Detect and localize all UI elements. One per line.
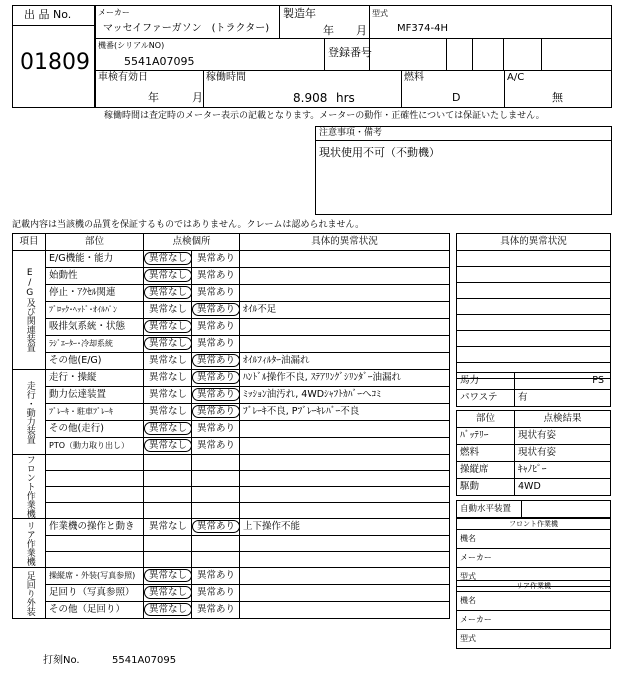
rear-implement-table [456, 580, 611, 649]
check-result-row [457, 479, 611, 496]
part-cell: その他(走行) [46, 421, 144, 438]
group-label-text: 足回り外装 [24, 570, 35, 616]
inspection-row [13, 336, 450, 353]
normal-mark: 異常なし [144, 439, 192, 452]
inspection-row [13, 471, 450, 487]
check-abnormal-cell [192, 602, 240, 619]
check-normal-cell [144, 251, 192, 268]
inspection-row [13, 487, 450, 503]
detail-cell [240, 602, 450, 619]
check-abnormal-cell [192, 487, 240, 503]
auto-level-table [456, 500, 611, 518]
inspection-label: 車検有効日 [98, 72, 148, 83]
remarks-text: 現状使用不可（不動機） [319, 146, 440, 159]
group-label [13, 455, 46, 519]
right-detail-row [457, 315, 611, 331]
detail-cell [240, 268, 450, 285]
group-label [13, 370, 46, 455]
maker-label: メーカー [98, 8, 130, 17]
check-normal-cell [144, 404, 192, 421]
group-label [13, 568, 46, 619]
inspection-row [13, 370, 450, 387]
part-cell: PTO（動力取り出し） [46, 438, 144, 455]
abnormal-mark: 異常あり [197, 321, 236, 332]
part-cell [46, 455, 144, 471]
check-result: 現状有姿 [515, 428, 611, 445]
check-abnormal-cell [192, 251, 240, 268]
part-cell: 動力伝達装置 [46, 387, 144, 404]
group-label-text: フロント作業機 [24, 455, 35, 518]
check-abnormal-cell [192, 552, 240, 568]
check-normal-cell [144, 536, 192, 552]
abnormal-mark: 異常あり [197, 587, 236, 598]
inspection-row [13, 438, 450, 455]
front-implement-table [456, 518, 611, 587]
year-unit: 年 月 [323, 24, 367, 37]
inspection-row [13, 421, 450, 438]
part-cell [46, 536, 144, 552]
detail-cell [240, 487, 450, 503]
check-result-row [457, 462, 611, 479]
abnormal-mark: 異常あり [192, 405, 240, 418]
abnormal-mark: 異常あり [197, 270, 236, 281]
result-header: 点検結果 [515, 411, 611, 428]
check-result-table [456, 410, 611, 496]
check-normal-cell [144, 602, 192, 619]
detail-cell: ﾐｯｼｮﾝ油汚れ, 4WDｼｬﾌﾄｶﾊﾞｰへｺﾐ [240, 387, 450, 404]
lot-number-label: 出 品 No. [24, 8, 72, 21]
auto-level-label: 自動水平装置 [457, 501, 522, 518]
ac-value: 無 [552, 91, 563, 104]
abnormal-mark: 異常あり [192, 354, 240, 367]
check-result: 4WD [515, 479, 611, 496]
inspection-table [12, 233, 450, 619]
detail-cell [240, 471, 450, 487]
inspection-row [13, 404, 450, 421]
hours-note: 稼働時間は査定時のメーター表示の記載となります。メーターの動作・正確性については保証いたしません。 [104, 111, 545, 121]
check-abnormal-cell [192, 387, 240, 404]
detail-cell [240, 336, 450, 353]
power-value: PS [515, 373, 611, 390]
check-normal-cell [144, 519, 192, 536]
check-abnormal-cell [192, 302, 240, 319]
front-maker-label: メーカー [457, 549, 611, 568]
check-part: 燃料 [457, 445, 515, 462]
abnormal-mark: 異常あり [192, 388, 240, 401]
rear-model-label: 型式 [457, 630, 611, 649]
check-abnormal-cell [192, 568, 240, 585]
part-cell: 始動性 [46, 268, 144, 285]
normal-mark: 異常なし [144, 603, 192, 616]
steering-label: パワステ [457, 390, 515, 407]
stamp-label: 打刻No. [43, 655, 80, 666]
detail-cell [240, 251, 450, 268]
detail-cell: ﾌﾞﾚｰｷ不良, Pﾌﾞﾚｰｷﾚﾊﾞｰ不良 [240, 404, 450, 421]
inspection-row [13, 268, 450, 285]
normal-mark: 異常なし [149, 389, 188, 400]
abnormal-mark: 異常あり [197, 287, 236, 298]
inspection-row [13, 585, 450, 602]
inspection-row [13, 353, 450, 370]
detail-cell [240, 568, 450, 585]
fuel-value: D [452, 91, 461, 104]
maker-value: マッセイファーガソン (トラクター) [103, 23, 270, 34]
part-cell: ﾌﾞﾚｰｷ・駐車ﾌﾞﾚｰｷ [46, 404, 144, 421]
inspection-row [13, 568, 450, 585]
auto-level-value [522, 501, 611, 518]
inspection-row [13, 387, 450, 404]
abnormal-mark: 異常あり [197, 570, 236, 581]
front-implement-header: フロント作業機 [457, 519, 611, 530]
right-detail-header: 具体的異常状況 [457, 234, 611, 251]
header-check: 点検個所 [144, 234, 240, 251]
detail-cell [240, 503, 450, 519]
inspection-unit: 年 月 [148, 91, 203, 104]
header-item: 項目 [13, 234, 46, 251]
steering-value: 有 [515, 390, 611, 407]
check-normal-cell [144, 455, 192, 471]
header-part: 部位 [46, 234, 144, 251]
check-abnormal-cell [192, 336, 240, 353]
check-abnormal-cell [192, 268, 240, 285]
check-normal-cell [144, 319, 192, 336]
detail-cell: ﾊﾝﾄﾞﾙ操作不良, ｽﾃｱﾘﾝｸﾞｼﾘﾝﾀﾞｰ油漏れ [240, 370, 450, 387]
normal-mark: 異常なし [144, 269, 192, 282]
part-cell [46, 552, 144, 568]
group-label [13, 519, 46, 568]
part-cell: 作業機の操作と動き [46, 519, 144, 536]
right-detail-row [457, 347, 611, 363]
inspection-row [13, 285, 450, 302]
check-normal-cell [144, 471, 192, 487]
normal-mark: 異常なし [149, 372, 188, 383]
part-cell: その他（足回り） [46, 602, 144, 619]
normal-mark: 異常なし [144, 586, 192, 599]
group-label-text: リア作業機 [24, 520, 35, 566]
check-normal-cell [144, 285, 192, 302]
part-cell: E/G機能・能力 [46, 251, 144, 268]
abnormal-mark: 異常あり [192, 303, 240, 316]
right-detail-row [457, 283, 611, 299]
check-part: ﾊﾞｯﾃﾘｰ [457, 428, 515, 445]
detail-cell [240, 552, 450, 568]
power-label: 馬力 [457, 373, 515, 390]
hours-unit: hrs [336, 91, 355, 105]
check-normal-cell [144, 387, 192, 404]
check-abnormal-cell [192, 353, 240, 370]
inspection-row [13, 552, 450, 568]
group-label-text: 走行・動力装置 [24, 380, 35, 444]
normal-mark: 異常なし [144, 422, 192, 435]
detail-cell [240, 536, 450, 552]
normal-mark: 異常なし [149, 304, 188, 315]
part-cell: ﾌﾞﾛｯｸ･ﾍｯﾄﾞ･ｵｲﾙﾊﾟﾝ [46, 302, 144, 319]
abnormal-mark: 異常あり [192, 371, 240, 384]
check-normal-cell [144, 568, 192, 585]
check-normal-cell [144, 552, 192, 568]
serial-value: 5541A07095 [124, 55, 195, 68]
check-abnormal-cell [192, 585, 240, 602]
detail-cell [240, 455, 450, 471]
check-abnormal-cell [192, 438, 240, 455]
check-abnormal-cell [192, 370, 240, 387]
abnormal-mark: 異常あり [197, 604, 236, 615]
detail-cell [240, 585, 450, 602]
normal-mark: 異常なし [144, 252, 192, 265]
inspection-row [13, 519, 450, 536]
right-detail-row [457, 331, 611, 347]
part-cell [46, 487, 144, 503]
lot-number: 01809 [20, 50, 90, 75]
normal-mark: 異常なし [144, 569, 192, 582]
check-normal-cell [144, 268, 192, 285]
inspection-row [13, 455, 450, 471]
normal-mark: 異常なし [149, 521, 188, 532]
check-abnormal-cell [192, 471, 240, 487]
part-cell [46, 503, 144, 519]
check-abnormal-cell [192, 319, 240, 336]
normal-mark: 異常なし [144, 286, 192, 299]
part-cell: 吸排気系統・状態 [46, 319, 144, 336]
normal-mark: 異常なし [144, 337, 192, 350]
serial-label: 機番(シリアルNO) [98, 41, 165, 50]
part-cell: 足回り（写真参照） [46, 585, 144, 602]
part-cell [46, 471, 144, 487]
part-cell: ﾗｼﾞｴｰﾀｰ･冷却系統 [46, 336, 144, 353]
normal-mark: 異常なし [149, 355, 188, 366]
model-value: MF374-4H [397, 23, 448, 34]
group-label [13, 251, 46, 370]
check-part: 駆動 [457, 479, 515, 496]
registration-label: 登録番号 [328, 46, 372, 59]
abnormal-mark: 異常あり [197, 440, 236, 451]
stamp-value: 5541A07095 [112, 655, 177, 666]
check-normal-cell [144, 370, 192, 387]
spec-table [456, 372, 611, 407]
right-detail-row [457, 251, 611, 267]
part-header: 部位 [457, 411, 515, 428]
front-name-label: 機名 [457, 530, 611, 549]
header-detail: 具体的異常状況 [240, 234, 450, 251]
check-normal-cell [144, 336, 192, 353]
check-abnormal-cell [192, 503, 240, 519]
check-normal-cell [144, 585, 192, 602]
check-abnormal-cell [192, 285, 240, 302]
check-normal-cell [144, 421, 192, 438]
part-cell: 走行・操縦 [46, 370, 144, 387]
right-detail-row [457, 267, 611, 283]
detail-cell [240, 438, 450, 455]
check-normal-cell [144, 503, 192, 519]
right-detail-table [456, 233, 611, 379]
check-abnormal-cell [192, 404, 240, 421]
abnormal-mark: 異常あり [197, 423, 236, 434]
inspection-row [13, 319, 450, 336]
hours-value: 8.908 [293, 91, 328, 105]
front-model-label: 型式 [457, 568, 611, 587]
check-abnormal-cell [192, 421, 240, 438]
rear-implement-header: リア作業機 [457, 581, 611, 592]
part-cell: 停止・ｱｸｾﾙ関連 [46, 285, 144, 302]
inspection-row [13, 503, 450, 519]
check-result-row [457, 445, 611, 462]
inspection-row [13, 536, 450, 552]
model-label: 型式 [372, 9, 388, 18]
normal-mark: 異常なし [144, 320, 192, 333]
check-normal-cell [144, 438, 192, 455]
check-normal-cell [144, 353, 192, 370]
detail-cell [240, 421, 450, 438]
check-normal-cell [144, 302, 192, 319]
year-label: 製造年 [283, 7, 316, 20]
group-label-text: E/G及び関連装置 [24, 268, 35, 352]
remarks-label: 注意事項・備考 [319, 128, 383, 138]
disclaimer: 記載内容は当該機の品質を保証するものではありません。クレームは認められません。 [12, 220, 365, 230]
check-abnormal-cell [192, 519, 240, 536]
rear-maker-label: メーカー [457, 611, 611, 630]
detail-cell: 上下操作不能 [240, 519, 450, 536]
part-cell: 操縦席・外装(写真参照) [46, 568, 144, 585]
abnormal-mark: 異常あり [197, 338, 236, 349]
check-abnormal-cell [192, 536, 240, 552]
check-result: 現状有姿 [515, 445, 611, 462]
check-part: 操縦席 [457, 462, 515, 479]
detail-cell: ｵｲﾙﾌｨﾙﾀｰ油漏れ [240, 353, 450, 370]
inspection-row [13, 602, 450, 619]
normal-mark: 異常なし [149, 406, 188, 417]
inspection-row [13, 302, 450, 319]
inspection-header-row [13, 234, 450, 251]
abnormal-mark: 異常あり [197, 253, 236, 264]
check-result-row [457, 428, 611, 445]
detail-cell [240, 285, 450, 302]
detail-cell [240, 319, 450, 336]
detail-cell: ｵｲﾙ不足 [240, 302, 450, 319]
ac-label: A/C [507, 72, 525, 83]
rear-name-label: 機名 [457, 592, 611, 611]
check-normal-cell [144, 487, 192, 503]
inspection-row [13, 251, 450, 268]
check-result: ｷｬﾉﾋﾟｰ [515, 462, 611, 479]
part-cell: その他(E/G) [46, 353, 144, 370]
fuel-label: 燃料 [404, 72, 424, 83]
right-detail-row [457, 299, 611, 315]
abnormal-mark: 異常あり [192, 520, 240, 533]
check-abnormal-cell [192, 455, 240, 471]
hours-label: 稼働時間 [206, 72, 246, 83]
